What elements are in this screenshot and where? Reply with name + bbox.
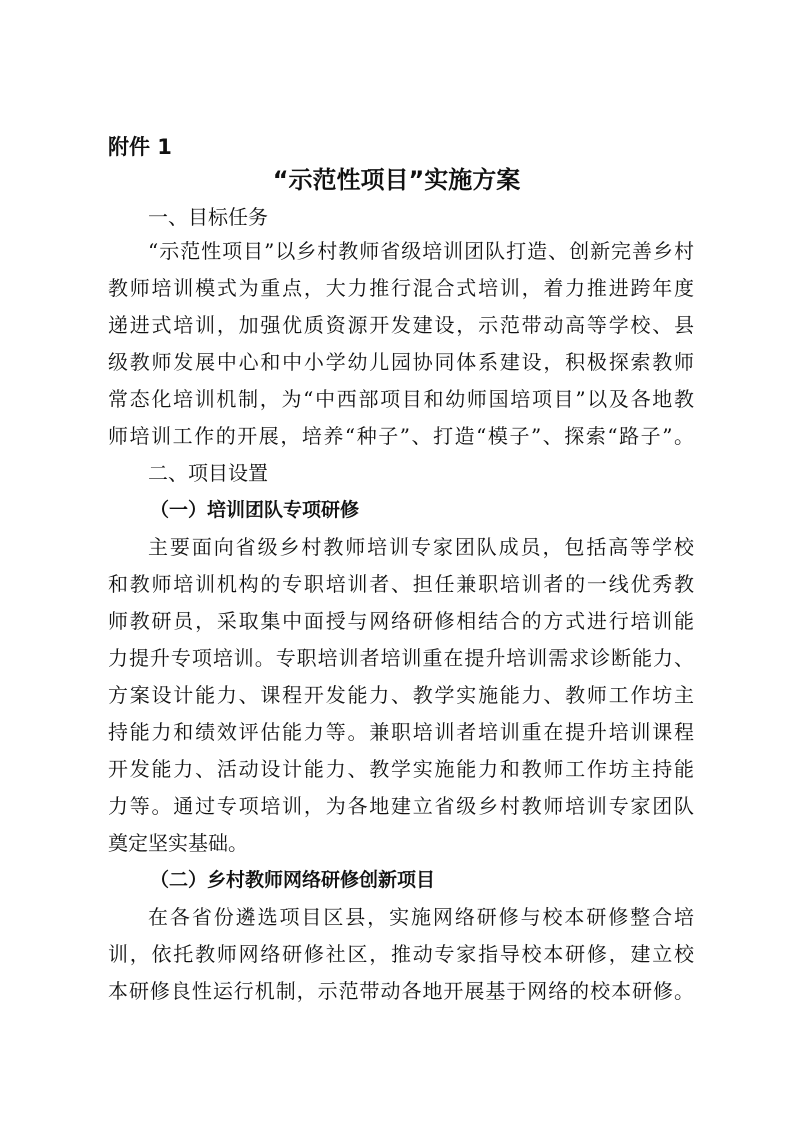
- section-heading-projects: 二、项目设置: [148, 461, 268, 485]
- subsection-heading-online-training: （二）乡村教师网络研修创新项目: [150, 869, 436, 891]
- paragraph-line: 教师培训模式为重点，大力推行混合式培训，着力推进跨年度: [108, 276, 694, 300]
- paragraph-line: 开发能力、活动设计能力、教学实施能力和教师工作坊主持能: [108, 757, 694, 781]
- paragraph-line: 持能力和绩效评估能力等。兼职培训者培训重在提升培训课程: [108, 720, 694, 744]
- section-heading-goals: 一、目标任务: [148, 205, 268, 229]
- attachment-label: 附件 1: [108, 135, 172, 159]
- paragraph-line: 训，依托教师网络研修社区，推动专家指导校本研修，建立校: [108, 942, 694, 966]
- document-title: “示范性项目”实施方案: [272, 166, 521, 194]
- paragraph-line: 师培训工作的开展，培养“种子”、打造“模子”、探索“路子”。: [108, 424, 694, 448]
- paragraph-line: 方案设计能力、课程开发能力、教学实施能力、教师工作坊主: [108, 683, 694, 707]
- paragraph-line: 在各省份遴选项目区县，实施网络研修与校本研修整合培: [148, 905, 694, 929]
- paragraph-line: 和教师培训机构的专职培训者、担任兼职培训者的一线优秀教: [108, 572, 694, 596]
- paragraph-line: 师教研员，采取集中面授与网络研修相结合的方式进行培训能: [108, 609, 694, 633]
- paragraph-line: 常态化培训机制，为“中西部项目和幼师国培项目”以及各地教: [108, 387, 694, 411]
- paragraph-line: “示范性项目”以乡村教师省级培训团队打造、创新完善乡村: [148, 239, 694, 263]
- subsection-heading-team-training: （一）培训团队专项研修: [150, 499, 360, 521]
- paragraph-line: 级教师发展中心和中小学幼儿园协同体系建设，积极探索教师: [108, 350, 694, 374]
- paragraph-line: 递进式培训，加强优质资源开发建设，示范带动高等学校、县: [108, 313, 694, 337]
- paragraph-line: 主要面向省级乡村教师培训专家团队成员，包括高等学校: [148, 535, 694, 559]
- paragraph-line: 本研修良性运行机制，示范带动各地开展基于网络的校本研修。: [108, 979, 694, 1003]
- paragraph-line: 力提升专项培训。专职培训者培训重在提升培训需求诊断能力、: [108, 646, 694, 670]
- paragraph-line: 奠定坚实基础。: [108, 831, 248, 855]
- paragraph-line: 力等。通过专项培训，为各地建立省级乡村教师培训专家团队: [108, 794, 694, 818]
